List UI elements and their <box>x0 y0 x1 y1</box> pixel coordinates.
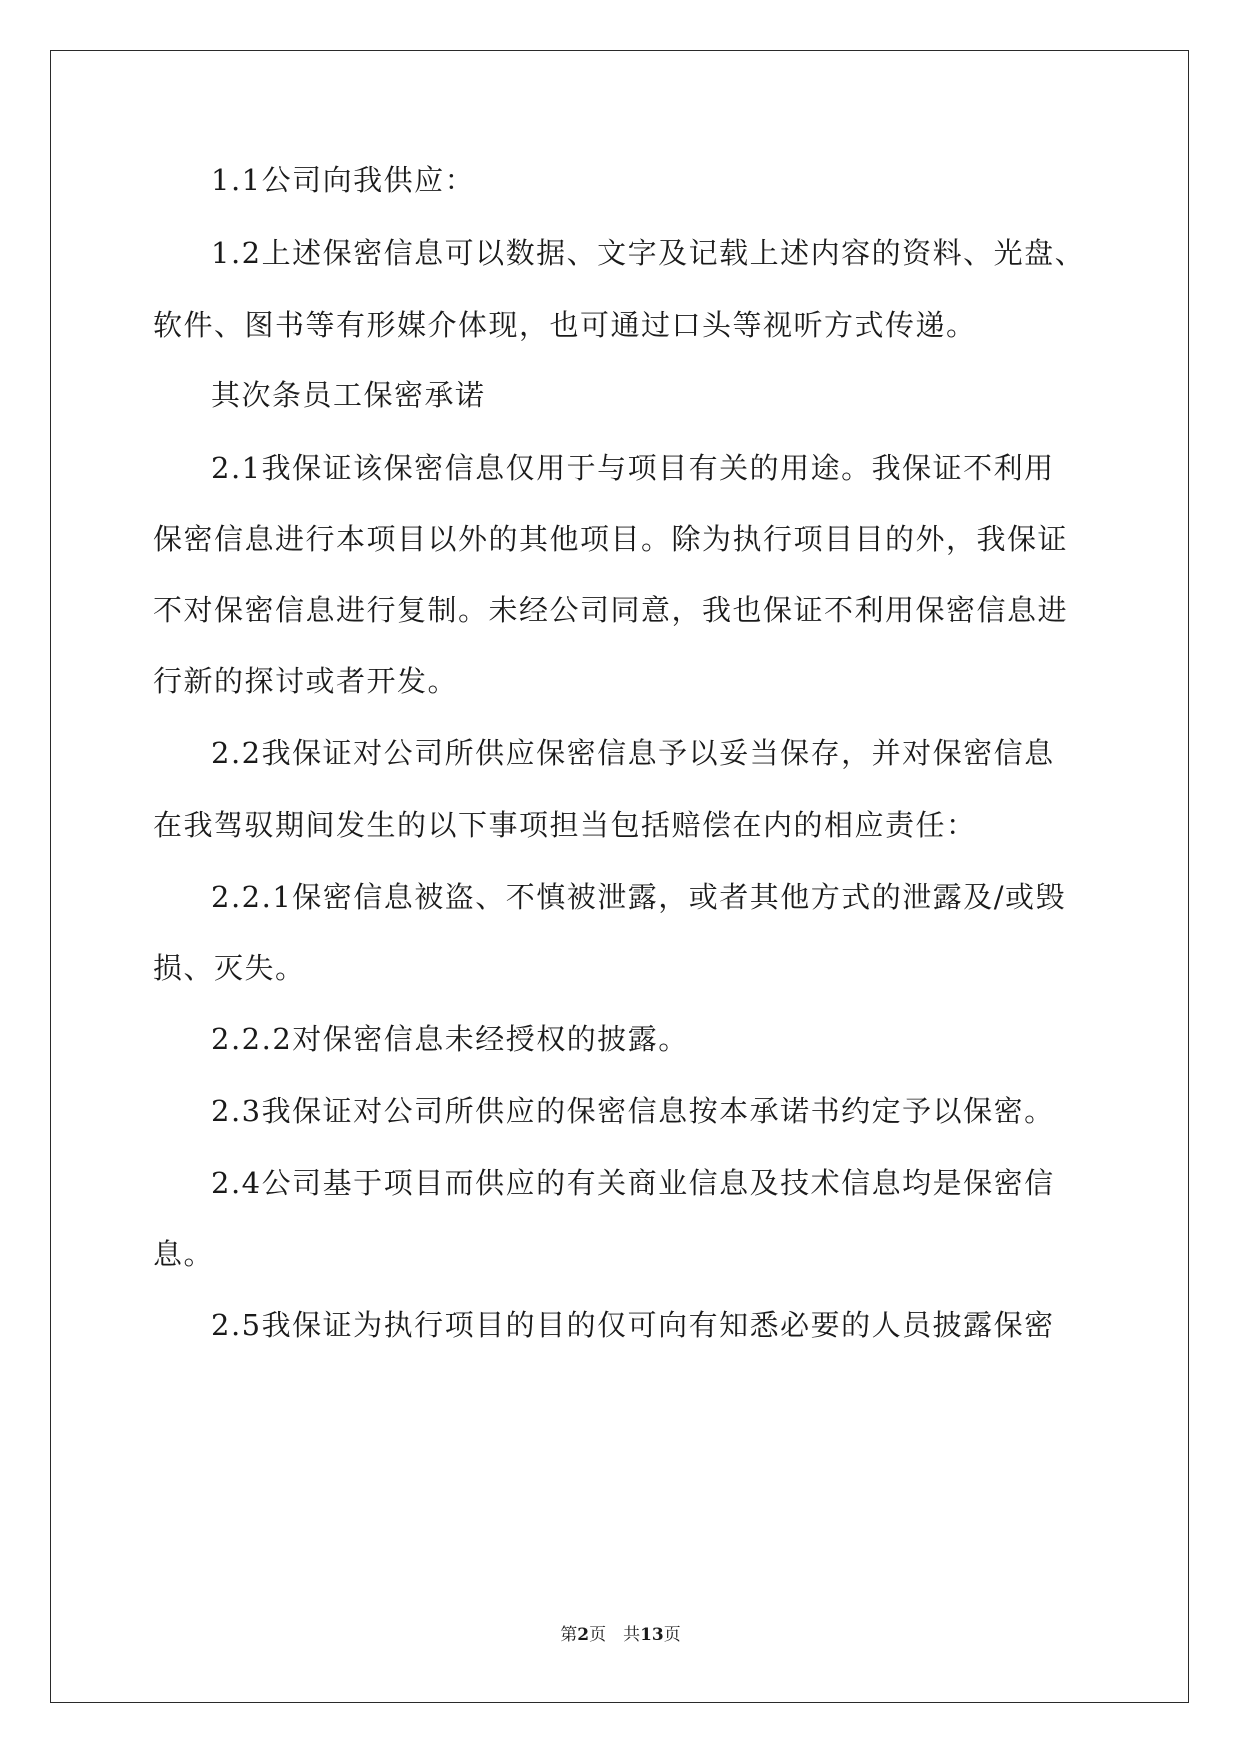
paragraph-line: 2.2.1保密信息被盗、不慎被泄露，或者其他方式的泄露及/或毁 <box>211 880 1067 914</box>
paragraph-line: 行新的探讨或者开发。 <box>153 664 459 698</box>
paragraph-line: 在我驾驭期间发生的以下事项担当包括赔偿在内的相应责任： <box>153 808 977 842</box>
paragraph-line: 损、灭失。 <box>153 951 306 985</box>
paragraph-line: 息。 <box>153 1237 215 1271</box>
paragraph-line: 2.5我保证为执行项目的目的仅可向有知悉必要的人员披露保密 <box>211 1308 1055 1342</box>
paragraph-line: 1.2上述保密信息可以数据、文字及记载上述内容的资料、光盘、 <box>211 236 1086 270</box>
total-pages: 13 <box>640 1625 664 1645</box>
section-heading: 其次条员工保密承诺 <box>211 378 486 412</box>
footer-prefix: 第 <box>560 1625 578 1645</box>
paragraph-line: 2.2我保证对公司所供应保密信息予以妥当保存，并对保密信息 <box>211 736 1055 770</box>
paragraph-line: 不对保密信息进行复制。未经公司同意，我也保证不利用保密信息进 <box>153 593 1069 627</box>
paragraph-line: 2.1我保证该保密信息仅用于与项目有关的用途。我保证不利用 <box>211 451 1055 485</box>
page-number: 2 <box>577 1625 590 1645</box>
paragraph-line: 2.4公司基于项目而供应的有关商业信息及技术信息均是保密信 <box>211 1166 1055 1200</box>
paragraph-line: 1.1公司向我供应： <box>211 163 476 197</box>
paragraph-line: 2.3我保证对公司所供应的保密信息按本承诺书约定予以保密。 <box>211 1094 1055 1128</box>
footer-suffix: 页 <box>663 1625 681 1645</box>
page-footer <box>0 1623 1241 1647</box>
paragraph-line: 保密信息进行本项目以外的其他项目。除为执行项目目的外，我保证 <box>153 522 1069 556</box>
paragraph-line: 软件、图书等有形媒介体现，也可通过口头等视听方式传递。 <box>153 308 977 342</box>
footer-middle: 页 共 <box>589 1625 641 1645</box>
paragraph-line: 2.2.2对保密信息未经授权的披露。 <box>211 1022 689 1056</box>
